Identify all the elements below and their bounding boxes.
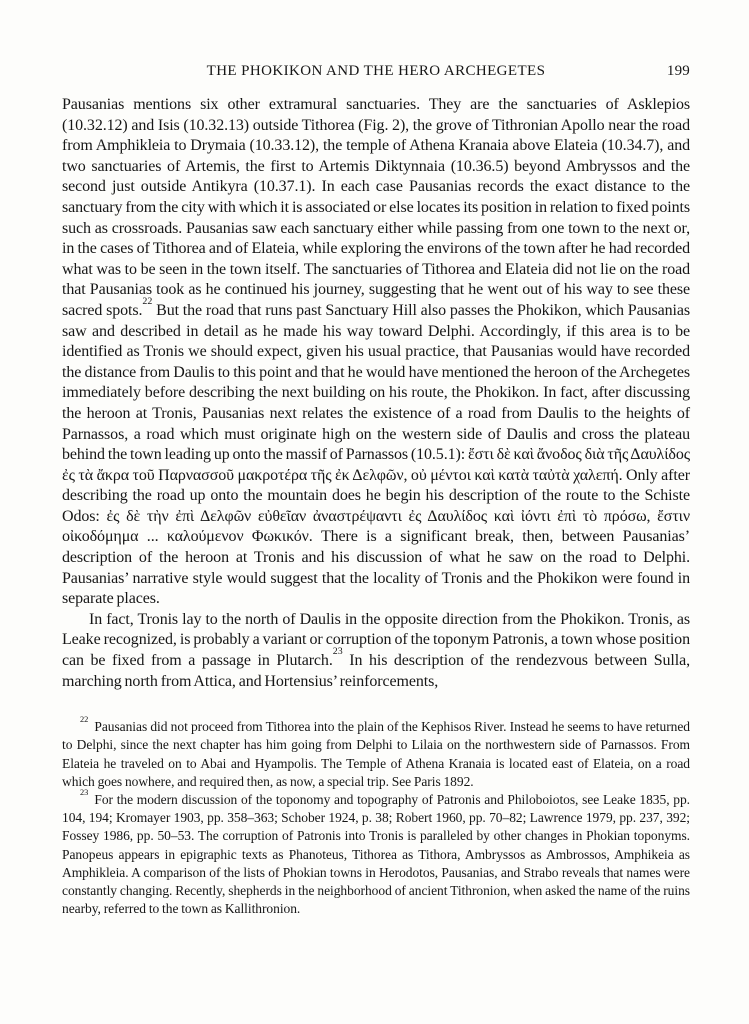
footnote-23-number: 23 — [80, 787, 89, 797]
paragraph-2-text: In fact, Tronis lay to the north of Daulis in the opposite direction from the Phokikon. Tronis, as Leake recognized, is probably a variant or corruption of the toponym Patronis, a town whose position can be fixed from a passage in Plutarch. — [62, 610, 690, 670]
footnote-22-number: 22 — [80, 714, 89, 724]
paragraph-1 — [62, 95, 690, 610]
footnote-22-text: Pausanias did not proceed from Tithorea into the plain of the Kephisos River. Instead he seems to have returned to Delphi, since the next chapter has him going from Delphi to Lilaia on the northwestern side of Parnassos. From Elateia he traveled on to Abai and Hyampolis. The Temple of Athena Kranaia is located east of Elateia, on a road which goes nowhere, and required then, as now, a special trip. See Paris 1892. — [62, 719, 690, 789]
footnotes-section — [62, 714, 690, 918]
paragraph-2 — [62, 610, 690, 692]
footnote-22 — [62, 714, 690, 791]
page-number: 199 — [666, 63, 690, 79]
paragraph-1-text-continued: But the road that runs past Sanctuary Hill also passes the Phokikon, which Pausanias saw and described in detail as he made his way toward Delphi. Accordingly, if this area is to be identified as Tronis we should expect, given his usual practice, that Pausanias would have recorded the distance from Daulis to this point and that he would have mentioned the heroon of the Archegetes immediately before describing the next building on his route, the Phokikon. In fact, after discussing the heroon at Tronis, Pausanias next relates the existence of a road from Daulis to the heights of Parnassos, a road which must originate high on the western side of Daulis and cross the plateau behind the town leading up onto the massif of Parnassos (10.5.1): ἔστι δὲ καὶ ἄνοδος διὰ τῆς Δαυλίδος ἐς τὰ ἄκρα τοῦ Παρνασσοῦ μακροτέρα τῆς ἐκ Δελφῶν, οὐ μέντοι καὶ κατὰ ταὐτὰ χαλεπή. Only after describing the road up onto the mountain does he begin his description of the route to the Schiste Odos: ἐς δὲ τὴν ἐπὶ Δελφῶν εὐθεῖαν ἀναστρέψαντι ἐς Δαυλίδος καὶ ἰόντι ἐπὶ τὸ πρόσω, ἔστιν οἰκοδόμημα ... καλούμενον Φωκικόν. There is a significant break, then, between Pausanias’ description of the heroon at Tronis and his discussion of what he saw on the road to Delphi. Pausanias’ narrative style would suggest that the locality of Tronis and the Phokikon were found in separate places. — [62, 301, 690, 608]
footnote-23 — [62, 787, 690, 918]
running-head-title: THE PHOKIKON AND THE HERO ARCHEGETES — [206, 63, 546, 79]
body-text — [62, 95, 690, 692]
paragraph-1-text: Pausanias mentions six other extramural sanctuaries. They are the sanctuaries of Asklepios (10.32.12) and Isis (10.32.13) outside Tithorea (Fig. 2), the grove of Tithronian Apollo near the road from Amphikleia to Drymaia (10.33.12), the temple of Athena Kranaia above Elateia (10.34.7), and two sanctuaries of Artemis, the first to Artemis Diktynnaia (10.36.5) beyond Ambryssos and the second just outside Antikyra (10.37.1). In each case Pausanias records the exact distance to the sanctuary from the city with which it is associated or else locates its position in relation to fixed points such as crossroads. Pausanias saw each sanctuary either while passing from one town to the next or, in the cases of Tithorea and of Elateia, while exploring the environs of the town after he had recorded what was to be seen in the town itself. The sanctuaries of Tithorea and Elateia did not lie on the road that Pausanias took as he continued his journey, suggesting that he went out of his way to see these sacred spots. — [62, 96, 690, 319]
footnote-23-text: For the modern discussion of the toponomy and topography of Patronis and Philoboiotos, see Leake 1835, pp. 104, 194; Kromayer 1903, pp. 358–363; Schober 1924, p. 38; Robert 1960, pp. 70–82; Lawrence 1979, pp. 237, 392; Fossey 1986, pp. 50–53. The corruption of Patronis into Tronis is paralleled by other changes in Phokian toponyms. Panopeus appears in epigraphic texts as Phanoteus, Tithorea as Tithora, Ambryssos as Ambrossos, Amphikeia as Amphikleia. A comparison of the lists of Phokian towns in Herodotos, Pausanias, and Strabo reveals that names were constantly changing. Recently, shepherds in the neighborhood of ancient Tithronion, when asked the name of the ruins nearby, referred to the town as Kallithronion. — [62, 792, 690, 917]
footnote-ref-23: 23 — [332, 645, 343, 657]
paragraph-2-text-continued: In his description of the rendezvous between Sulla, marching north from Attica, and Hortensius’ reinforcements, — [62, 652, 690, 690]
running-head — [62, 62, 690, 80]
footnote-ref-22: 22 — [142, 295, 153, 307]
